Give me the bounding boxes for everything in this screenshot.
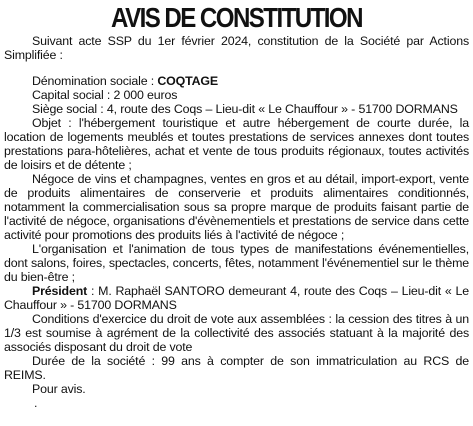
trailing-mark: . (34, 396, 38, 410)
capital-line: Capital social : 2 000 euros (32, 88, 178, 102)
objet-paragraph-2: Négoce de vins et champagnes, ventes en gros et au détail, import-export, vente de produits alimentaires de conserverie et produits alimentaires conditionnés, notamment la commercialisation sous sa propre marque de produits faisant partie de l'activité de négoce, organisations d'évènementiels et prestations de service dans cette activité pour promotions des produits liés à l'activité de négoce ; (4, 172, 469, 242)
president-paragraph (4, 284, 469, 312)
denomination-line (32, 74, 469, 88)
notice-body (4, 34, 469, 410)
closing-line: Pour avis. (32, 382, 86, 396)
intro-paragraph: Suivant acte SSP du 1er février 2024, constitution de la Société par Actions Simplifiée : (4, 34, 469, 62)
objet-paragraph-3: L'organisation et l'animation de tous types de manifestations événementielles, dont salons, foires, spectacles, concerts, fêtes, notamment l'événementiel sur le thème du bien-être ; (4, 242, 469, 284)
president-label: Président (32, 284, 88, 298)
notice-title: AVIS DE CONSTITUTION (111, 2, 362, 33)
president-text: : M. Raphaël SANTORO demeurant 4, route des Coqs – Lieu-dit « Le Chauffour » - 51700 DORMANS (4, 284, 469, 312)
conditions-paragraph: Conditions d'exercice du droit de vote aux assemblées : la cession des titres à un 1/3 est soumise à agrément de la collectivité des associés statuant à la majorité des associés disposant du droit de vote (4, 312, 469, 354)
objet-paragraph-1: Objet : l'hébergement touristique et autre hébergement de courte durée, la location de logements meublés et toutes prestations de services annexes dont toutes prestations para-hôtelières, achat et vente de tous produits régionaux, toutes activités de loisirs et de détente ; (4, 116, 469, 172)
siege-line: Siège social : 4, route des Coqs – Lieu-dit « Le Chauffour » - 51700 DORMANS (32, 102, 458, 116)
duree-paragraph: Durée de la société : 99 ans à compter de son immatriculation au RCS de REIMS. (4, 354, 469, 382)
company-details (4, 74, 469, 116)
company-name: COQTAGE (157, 74, 219, 88)
denomination-label: Dénomination sociale : (32, 74, 158, 88)
